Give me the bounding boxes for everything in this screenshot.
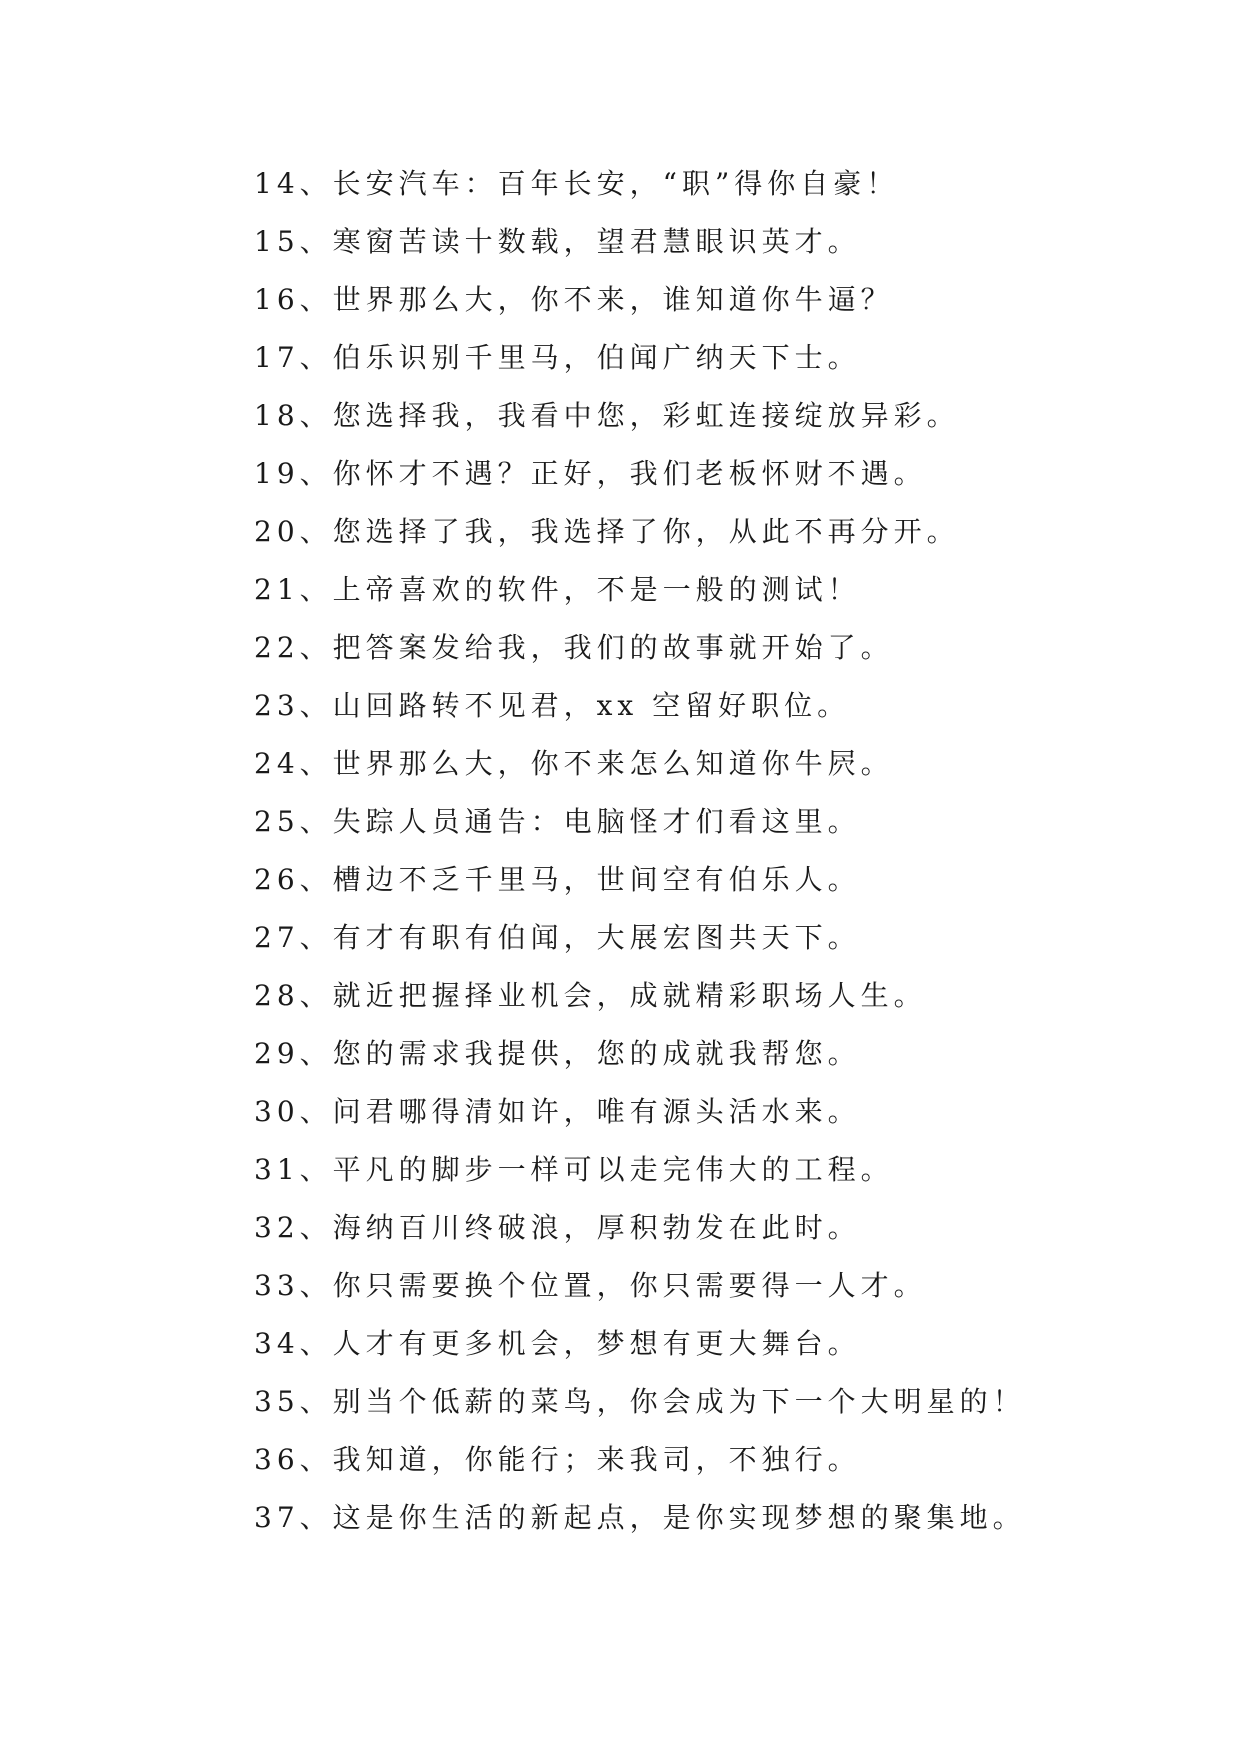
list-item: 18、您选择我，我看中您，彩虹连接绽放异彩。 xyxy=(254,399,960,432)
list-item: 22、把答案发给我，我们的故事就开始了。 xyxy=(254,631,894,664)
list-item: 23、山回路转不见君，xx 空留好职位。 xyxy=(254,689,851,722)
list-item: 35、别当个低薪的菜鸟，你会成为下一个大明星的！ xyxy=(254,1385,1026,1418)
slogan-list xyxy=(254,155,1026,1547)
list-item: 14、长安汽车：百年长安，“职”得你自豪！ xyxy=(254,167,900,200)
list-item: 37、这是你生活的新起点，是你实现梦想的聚集地。 xyxy=(254,1501,1026,1534)
list-item: 17、伯乐识别千里马，伯闻广纳天下士。 xyxy=(254,341,861,374)
list-item: 20、您选择了我，我选择了你，从此不再分开。 xyxy=(254,515,960,548)
list-item: 19、你怀才不遇？正好，我们老板怀财不遇。 xyxy=(254,457,927,490)
list-item: 16、世界那么大，你不来，谁知道你牛逼？ xyxy=(254,283,894,316)
list-item: 25、失踪人员通告：电脑怪才们看这里。 xyxy=(254,805,861,838)
list-item: 21、上帝喜欢的软件，不是一般的测试！ xyxy=(254,573,861,606)
list-item: 31、平凡的脚步一样可以走完伟大的工程。 xyxy=(254,1153,894,1186)
list-item: 30、问君哪得清如许，唯有源头活水来。 xyxy=(254,1095,861,1128)
list-item: 26、槽边不乏千里马，世间空有伯乐人。 xyxy=(254,863,861,896)
list-item: 32、海纳百川终破浪，厚积勃发在此时。 xyxy=(254,1211,861,1244)
list-item: 33、你只需要换个位置，你只需要得一人才。 xyxy=(254,1269,927,1302)
list-item: 24、世界那么大，你不来怎么知道你牛屄。 xyxy=(254,747,894,780)
list-item: 36、我知道，你能行；来我司，不独行。 xyxy=(254,1443,861,1476)
list-item: 27、有才有职有伯闻，大展宏图共天下。 xyxy=(254,921,861,954)
list-item: 29、您的需求我提供，您的成就我帮您。 xyxy=(254,1037,861,1070)
list-item: 34、人才有更多机会，梦想有更大舞台。 xyxy=(254,1327,861,1360)
list-item: 15、寒窗苦读十数载，望君慧眼识英才。 xyxy=(254,225,861,258)
list-item: 28、就近把握择业机会，成就精彩职场人生。 xyxy=(254,979,927,1012)
